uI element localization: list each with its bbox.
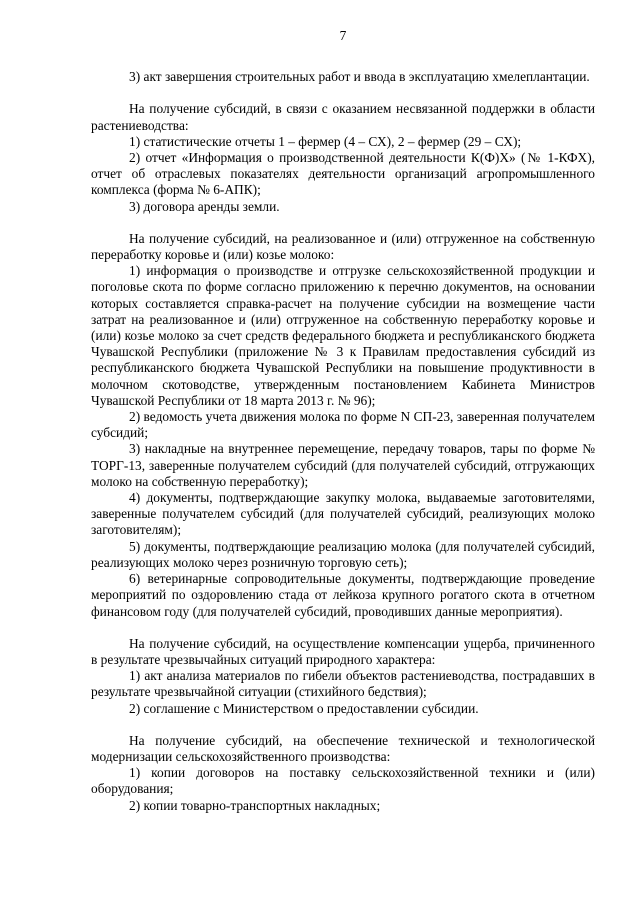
paragraph: 2) отчет «Информация о производственной деятельности К(Ф)Х» (№ 1-КФХ), отчет об отраслевых показателях деятельности организаций агропромышленного комплекса (форма № 6-АПК); [91,150,595,198]
section-gap [91,85,595,101]
section-gap [91,620,595,636]
paragraph: 1) статистические отчеты 1 – фермер (4 – СХ), 2 – фермер (29 – СХ); [129,133,522,149]
document-page [91,28,595,814]
paragraph: 6) ветеринарные сопроводительные документы, подтверждающие проведение мероприятий по оздоровлению стада от лейкоза крупного рогатого скота в отчетном финансовом году (для получателей субсидий, проводивших данные мероприятия). [91,571,595,619]
section-modernization [91,733,595,814]
paragraph: 1) копии договоров на поставку сельскохозяйственной техники и (или) оборудования; [91,765,595,797]
paragraph: 2) соглашение с Министерством о предоставлении субсидии. [129,700,479,716]
paragraph: На получение субсидий, на осуществление компенсации ущерба, причиненного в результате чрезвычайных ситуаций природного характера: [91,635,595,667]
section-emergency-compensation [91,636,595,717]
page-number: 7 [339,28,347,43]
paragraph: 2) ведомость учета движения молока по форме N СП-23, заверенная получателем субсидий; [91,409,595,441]
paragraph: 2) копии товарно-транспортных накладных; [129,797,381,813]
paragraph: 1) акт анализа материалов по гибели объектов растениеводства, пострадавших в результате чрезвычайной ситуации (стихийного бедствия); [91,668,595,700]
paragraph: На получение субсидий, на реализованное и (или) отгруженное на собственную переработку коровье и (или) козье молоко: [91,230,595,263]
section-milk-subsidy [91,231,595,620]
paragraph: 3) акт завершения строительных работ и ввода в эксплуатацию хмелеплантации. [129,69,590,85]
paragraph: На получение субсидий, на обеспечение технической и технологической модернизации сельскохозяйственного производства: [91,732,595,764]
section-crop-support [91,101,595,214]
paragraph: 5) документы, подтверждающие реализацию молока (для получателей субсидий, реализующих молоко через розничную торговую сеть); [91,538,595,570]
section-gap [91,717,595,733]
section-gap [91,215,595,231]
paragraph: 4) документы, подтверждающие закупку молока, выдаваемые заготовителями, заверенные получателем субсидий (для получателей субсидий, реализующих молоко заготовителям); [91,490,595,538]
paragraph: На получение субсидий, в связи с оказанием несвязанной поддержки в области растениеводства: [91,101,595,133]
paragraph: 3) накладные на внутреннее перемещение, передачу товаров, тары по форме № ТОРГ-13, заверенные получателем субсидий (для получателей субсидий, отгружающих молоко на собственную переработку); [91,441,595,489]
paragraph: 3) договора аренды земли. [129,198,280,214]
section-hop-plantation [91,69,595,85]
paragraph: 1) информация о производстве и отгрузке сельскохозяйственной продукции и поголовье скота по форме согласно приложению к перечню документов, на основании которых составляется справка-расчет на получение субсидии на возмещение части затрат на реализованное и (или) отгруженное на собственную переработку коровье и (или) козье молоко за счет средств федерального бюджета и республиканского бюджета Чувашской Республики (приложение № 3 к Правилам предоставления субсидий из республиканского бюджета Чувашской Республики на повышение продуктивности в молочном скотоводстве, утвержденным постановлением Кабинета Министров Чувашской Республики от 18 марта 2013 г. № 96); [91,263,595,408]
